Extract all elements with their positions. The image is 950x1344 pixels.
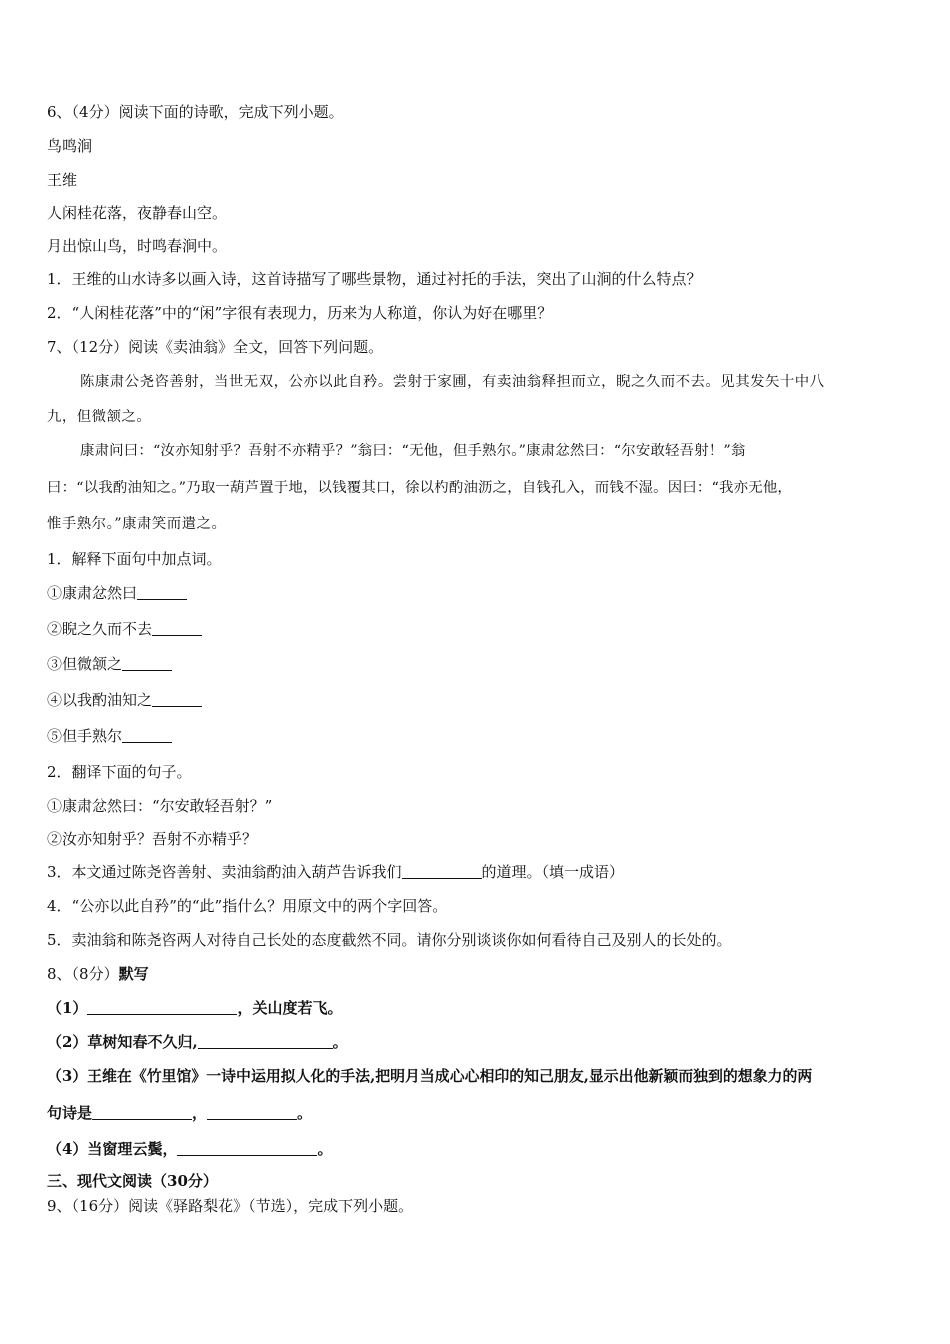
answer-blank[interactable] — [198, 1034, 333, 1049]
q8-item-4-end: 。 — [317, 1140, 333, 1158]
q7-trans-2: ②汝亦知射乎？吾射不亦精乎？ — [47, 830, 258, 848]
answer-blank[interactable] — [152, 621, 202, 636]
q7-item-text: ③但微颔之 — [47, 655, 123, 673]
answer-blank[interactable] — [122, 728, 172, 743]
q7-item-text: ④以我酌油知之 — [47, 691, 153, 709]
q7-item-text: ②睨之久而不去 — [47, 620, 153, 638]
q7-trans-1: ①康肃忿然曰：“尔安敢轻吾射？” — [47, 797, 273, 815]
q7-para1-line1: 陈康肃公尧咨善射，当世无双，公亦以此自矜。尝射于家圃，有卖油翁释担而立，睨之久而不去。见其发矢十中八 — [80, 374, 825, 390]
q6-sub2: 2．“人闲桂花落”中的“闲”字很有表现力，历来为人称道，你认为好在哪里？ — [47, 304, 553, 322]
q8-item-3-end: 。 — [297, 1104, 313, 1122]
q7-para2-line3: 惟手熟尔。”康肃笑而遣之。 — [47, 516, 227, 532]
q8-item-1-text: ，关山度若飞。 — [237, 999, 343, 1017]
q7-sub1: 1．解释下面句中加点词。 — [47, 550, 222, 568]
q7-item-4 — [47, 690, 202, 710]
q6-header: 6、（4分）阅读下面的诗歌，完成下列小题。 — [47, 103, 344, 121]
q7-sub4: 4．“公亦以此自矜”的“此”指什么？用原文中的两个字回答。 — [47, 897, 448, 915]
q7-para2-line1: 康肃问曰：“汝亦知射乎？吾射不亦精乎？”翁曰：“无他，但手熟尔。”康肃忿然曰：“尔安敢轻吾射！”翁 — [80, 443, 746, 459]
q7-item-1 — [47, 583, 187, 603]
poem-author: 王维 — [47, 171, 78, 189]
q8-item-1-num: （1） — [47, 999, 88, 1017]
answer-blank[interactable] — [152, 692, 202, 707]
poem-title: 鸟鸣涧 — [47, 137, 93, 155]
q8-item-4 — [47, 1139, 332, 1159]
q8-item-1 — [47, 998, 342, 1018]
q8-item-3-line2 — [47, 1103, 312, 1123]
q7-sub3-text-end: 的道理。（填一成语） — [481, 863, 625, 881]
q8-item-2-end: 。 — [332, 1033, 348, 1051]
q7-item-5 — [47, 726, 172, 746]
answer-blank[interactable] — [137, 585, 187, 600]
q7-header: 7、（12分）阅读《卖油翁》全文，回答下列问题。 — [47, 338, 384, 356]
answer-blank[interactable] — [402, 864, 482, 879]
q7-sub2: 2．翻译下面的句子。 — [47, 763, 192, 781]
q8-item-3-text: 句诗是 — [47, 1104, 93, 1122]
q7-sub5: 5．卖油翁和陈尧咨两人对待自己长处的态度截然不同。请你分别谈谈你如何看待自己及别人的长处的。 — [47, 931, 732, 949]
answer-blank[interactable] — [177, 1141, 317, 1156]
q8-header-title: 默写 — [118, 965, 149, 983]
answer-blank[interactable] — [87, 1000, 237, 1015]
q8-header — [47, 964, 149, 984]
q7-item-text: ①康肃忿然曰 — [47, 584, 138, 602]
q7-sub3-text: 3．本文通过陈尧咨善射、卖油翁酌油入葫芦告诉我们 — [47, 863, 402, 881]
q7-item-text: ⑤但手熟尔 — [47, 727, 123, 745]
q8-item-2 — [47, 1032, 348, 1052]
q9-header: 9、（16分）阅读《驿路梨花》（节选），完成下列小题。 — [47, 1197, 414, 1215]
q8-item-4-text: （4）当窗理云鬓， — [47, 1140, 178, 1158]
answer-blank[interactable] — [207, 1105, 297, 1120]
q8-item-2-text: （2）草树知春不久归, — [47, 1033, 198, 1051]
q7-para2-line2: 曰：“以我酌油知之。”乃取一葫芦置于地，以钱覆其口，徐以杓酌油沥之，自钱孔入，而钱不湿。因曰：“我亦无他， — [47, 480, 793, 496]
q6-sub1: 1．王维的山水诗多以画入诗，这首诗描写了哪些景物，通过衬托的手法，突出了山涧的什么特点？ — [47, 270, 702, 288]
q7-item-2 — [47, 619, 202, 639]
q7-item-3 — [47, 654, 172, 674]
q7-sub3 — [47, 862, 624, 882]
poem-line-1: 人闲桂花落，夜静春山空。 — [47, 204, 228, 222]
poem-line-2: 月出惊山鸟，时鸣春涧中。 — [47, 237, 228, 255]
answer-blank[interactable] — [92, 1105, 192, 1120]
q8-item-3-line1: （3）王维在《竹里馆》一诗中运用拟人化的手法,把明月当成心心相印的知己朋友,显示出他新颖而独到的想象力的两 — [47, 1067, 813, 1085]
q8-header-score: 8、（8分） — [47, 965, 119, 983]
answer-blank[interactable] — [122, 656, 172, 671]
q7-para1-line2: 九，但微颔之。 — [47, 409, 152, 425]
section-3-title: 三、现代文阅读（30分） — [47, 1172, 218, 1190]
q8-item-3-comma: ， — [192, 1104, 208, 1122]
